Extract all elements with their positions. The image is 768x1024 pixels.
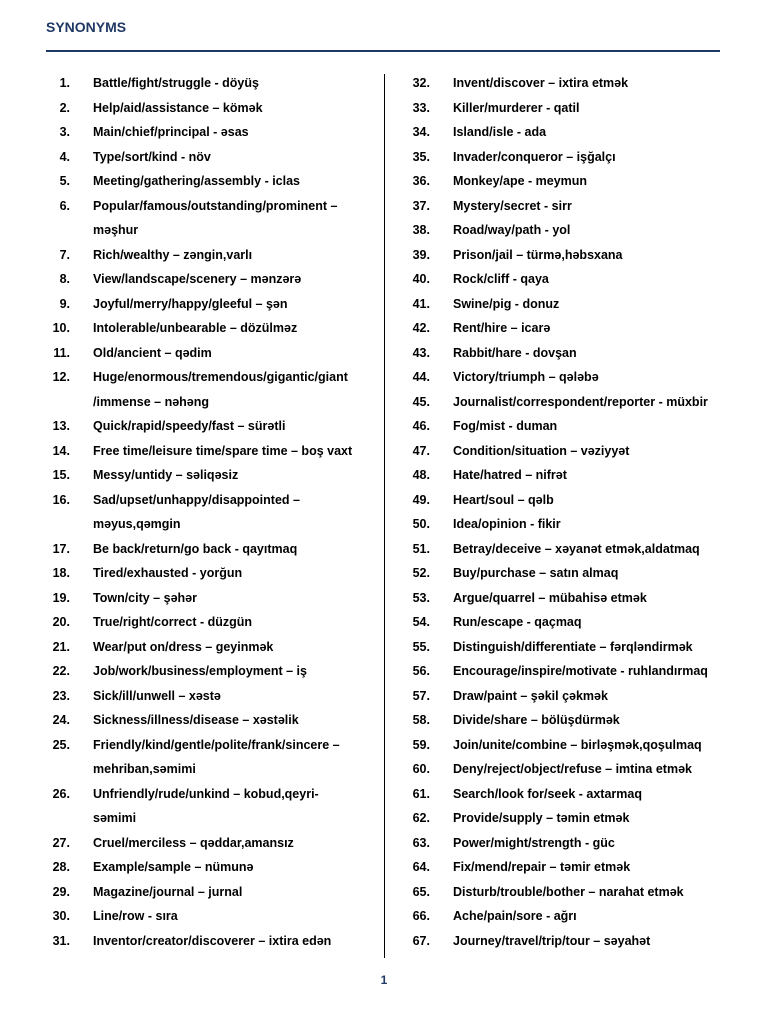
entry-number: 4. xyxy=(59,149,70,164)
entry-number: 53. xyxy=(412,590,430,605)
entry-text: Victory/triumph – qələbə xyxy=(453,370,599,384)
entry-text: Provide/supply – təmin etmək xyxy=(453,811,630,825)
entry-number: 52. xyxy=(412,566,430,580)
synonym-entry xyxy=(384,684,768,709)
entry-text: Island/isle - ada xyxy=(453,125,547,139)
entry-number: 16. xyxy=(52,492,70,507)
entry-number: 65. xyxy=(412,884,430,899)
entry-number: 66. xyxy=(412,909,430,923)
entry-number: 18. xyxy=(52,566,70,580)
entry-number: 1. xyxy=(59,76,70,90)
entry-number: 48. xyxy=(412,468,430,482)
entry-number: 29. xyxy=(52,884,70,899)
entry-text: Type/sort/kind - növ xyxy=(93,149,211,164)
entry-number: 27. xyxy=(52,835,70,850)
entry-number: 45. xyxy=(412,394,430,409)
entry-number: 3. xyxy=(59,125,70,139)
entry-number: 55. xyxy=(412,639,430,654)
entry-text: Rich/wealthy – zəngin,varlı xyxy=(93,247,253,262)
synonym-entry xyxy=(0,635,368,660)
entry-number: 62. xyxy=(412,811,430,825)
synonym-entry xyxy=(384,659,768,684)
entry-number: 34. xyxy=(412,125,430,139)
entry-number: 31. xyxy=(52,933,70,948)
synonym-entry xyxy=(0,537,368,562)
entry-text: Killer/murderer - qatil xyxy=(453,100,580,115)
synonym-entry xyxy=(384,120,768,145)
synonym-entry xyxy=(384,855,768,880)
synonym-entry xyxy=(0,733,368,782)
synonym-entry xyxy=(0,586,368,611)
entry-text: View/landscape/scenery – mənzərə xyxy=(93,272,302,286)
entry-number: 2. xyxy=(59,100,70,115)
entry-text: Join/unite/combine – birləşmək,qoşulmaq xyxy=(453,737,702,752)
synonym-entry xyxy=(384,831,768,856)
entry-text: Free time/leisure time/spare time – boş vaxt xyxy=(93,443,353,458)
synonym-list-left xyxy=(0,71,368,953)
entry-text: mehriban,səmimi xyxy=(93,762,196,776)
entry-number: 41. xyxy=(412,296,430,311)
synonym-entry xyxy=(0,145,368,170)
entry-number: 38. xyxy=(412,223,430,237)
entry-number: 12. xyxy=(52,370,70,384)
entry-text: Deny/reject/object/refuse – imtina etmək xyxy=(453,762,692,776)
synonym-entry xyxy=(384,610,768,635)
page-number: 1 xyxy=(380,973,388,987)
synonym-entry xyxy=(384,243,768,268)
entry-text: Huge/enormous/tremendous/gigantic/giant xyxy=(93,370,348,384)
synonym-entry xyxy=(384,96,768,121)
entry-number: 43. xyxy=(412,345,430,360)
entry-text: Town/city – şəhər xyxy=(93,590,197,605)
entry-text: Sick/ill/unwell – xəstə xyxy=(93,688,221,703)
entry-number: 15. xyxy=(52,468,70,482)
entry-text: Unfriendly/rude/unkind – kobud,qeyri- xyxy=(93,786,319,801)
entry-number: 24. xyxy=(52,713,70,727)
entry-text: Rabbit/hare - dovşan xyxy=(453,345,577,360)
entry-text: Quick/rapid/speedy/fast – sürətli xyxy=(93,419,286,433)
entry-number: 67. xyxy=(412,933,430,948)
synonym-entry xyxy=(384,439,768,464)
page-title: SYNONYMS xyxy=(46,19,127,35)
entry-text: Sad/upset/unhappy/disappointed – xyxy=(93,492,300,507)
entry-text: Heart/soul – qəlb xyxy=(453,492,554,507)
entry-number: 63. xyxy=(412,835,430,850)
synonym-entry xyxy=(0,610,368,635)
entry-text: Messy/untidy – səliqəsiz xyxy=(93,468,239,482)
synonym-entry xyxy=(384,267,768,292)
entry-text: Line/row - sıra xyxy=(93,909,178,923)
synonym-entry xyxy=(0,169,368,194)
entry-text: Mystery/secret - sirr xyxy=(453,198,572,213)
entry-number: 10. xyxy=(52,321,70,335)
synonym-entry xyxy=(0,855,368,880)
entry-text: Friendly/kind/gentle/polite/frank/sincere – xyxy=(93,737,340,752)
synonym-entry xyxy=(0,929,368,954)
synonym-entry xyxy=(0,782,368,831)
entry-number: 32. xyxy=(412,76,430,90)
entry-number: 6. xyxy=(59,198,70,213)
entry-number: 35. xyxy=(412,149,430,164)
entry-text: məyus,qəmgin xyxy=(93,517,181,531)
synonym-entry xyxy=(0,341,368,366)
entry-number: 42. xyxy=(412,321,430,335)
entry-text: Hate/hatred – nifrət xyxy=(453,468,567,482)
synonym-entry xyxy=(384,561,768,586)
synonym-entry xyxy=(384,145,768,170)
synonym-entry xyxy=(384,537,768,562)
entry-text: Example/sample – nümunə xyxy=(93,860,254,874)
entry-number: 49. xyxy=(412,492,430,507)
synonym-entry xyxy=(0,365,368,414)
entry-number: 9. xyxy=(59,296,70,311)
synonym-entry xyxy=(0,463,368,488)
entry-number: 56. xyxy=(412,664,430,678)
synonym-entry xyxy=(384,806,768,831)
synonym-entry xyxy=(0,904,368,929)
entry-text: Monkey/ape - meymun xyxy=(453,174,588,188)
synonym-entry xyxy=(384,218,768,243)
entry-number: 20. xyxy=(52,615,70,629)
entry-text: Draw/paint – şəkil çəkmək xyxy=(453,688,608,703)
entry-number: 37. xyxy=(412,198,430,213)
entry-text: Argue/quarrel – mübahisə etmək xyxy=(453,590,647,605)
entry-number: 50. xyxy=(412,517,430,531)
entry-text: Journalist/correspondent/reporter - müxbir xyxy=(453,394,708,409)
entry-text: Road/way/path - yol xyxy=(453,223,571,237)
entry-number: 40. xyxy=(412,272,430,286)
synonym-entry xyxy=(384,512,768,537)
entry-text: Battle/fight/struggle - döyüş xyxy=(93,76,259,90)
entry-text: True/right/correct - düzgün xyxy=(93,615,253,629)
synonym-entry xyxy=(384,316,768,341)
synonym-entry xyxy=(0,708,368,733)
synonym-entry xyxy=(0,561,368,586)
synonym-entry xyxy=(0,267,368,292)
entry-text: Distinguish/differentiate – fərqləndirmək xyxy=(453,639,693,654)
synonym-entry xyxy=(384,71,768,96)
synonym-entry xyxy=(0,71,368,96)
synonym-entry xyxy=(384,341,768,366)
entry-number: 25. xyxy=(52,737,70,752)
entry-text: Wear/put on/dress – geyinmək xyxy=(93,639,274,654)
entry-number: 61. xyxy=(412,786,430,801)
synonym-entry xyxy=(384,390,768,415)
entry-text: Inventor/creator/discoverer – ixtira edən xyxy=(93,933,332,948)
synonym-entry xyxy=(384,194,768,219)
entry-text: Journey/travel/trip/tour – səyahət xyxy=(453,933,651,948)
entry-text: məşhur xyxy=(93,223,139,237)
entry-text: Ache/pain/sore - ağrı xyxy=(453,909,577,923)
entry-text: /immense – nəhəng xyxy=(93,394,210,409)
entry-number: 21. xyxy=(52,639,70,654)
entry-text: Help/aid/assistance – kömək xyxy=(93,100,263,115)
synonym-entry xyxy=(384,488,768,513)
synonym-entry xyxy=(0,120,368,145)
entry-number: 39. xyxy=(412,247,430,262)
entry-number: 47. xyxy=(412,443,430,458)
entry-number: 13. xyxy=(52,419,70,433)
entry-text: Prison/jail – türmə,həbsxana xyxy=(453,247,623,262)
entry-text: Fix/mend/repair – təmir etmək xyxy=(453,860,631,874)
synonym-entry xyxy=(384,708,768,733)
synonym-entry xyxy=(0,488,368,537)
entry-text: Divide/share – bölüşdürmək xyxy=(453,713,620,727)
entry-text: Joyful/merry/happy/gleeful – şən xyxy=(93,296,288,311)
entry-number: 11. xyxy=(53,345,70,360)
synonym-entry xyxy=(0,880,368,905)
entry-text: Tired/exhausted - yorğun xyxy=(93,566,243,580)
entry-text: Old/ancient – qədim xyxy=(93,345,212,360)
entry-number: 30. xyxy=(52,909,70,923)
synonym-list-right xyxy=(384,71,768,953)
entry-text: Sickness/illness/disease – xəstəlik xyxy=(93,713,299,727)
entry-number: 59. xyxy=(412,737,430,752)
entry-number: 60. xyxy=(412,762,430,776)
entry-number: 23. xyxy=(52,688,70,703)
synonym-entry xyxy=(384,929,768,954)
entry-number: 8. xyxy=(59,272,70,286)
entry-number: 33. xyxy=(412,100,430,115)
synonym-entry xyxy=(384,463,768,488)
entry-number: 51. xyxy=(412,541,430,556)
synonym-entry xyxy=(0,292,368,317)
entry-text: Encourage/inspire/motivate - ruhlandırmaq xyxy=(453,664,708,678)
synonym-entry xyxy=(384,414,768,439)
entry-number: 19. xyxy=(52,590,70,605)
synonym-entry xyxy=(384,757,768,782)
entry-number: 26. xyxy=(52,786,70,801)
synonym-entry xyxy=(0,316,368,341)
entry-text: Intolerable/unbearable – dözülməz xyxy=(93,321,298,335)
entry-text: Disturb/trouble/bother – narahat etmək xyxy=(453,884,684,899)
synonym-entry xyxy=(0,439,368,464)
entry-text: Invent/discover – ixtira etmək xyxy=(453,76,629,90)
entry-text: Search/look for/seek - axtarmaq xyxy=(453,786,642,801)
synonym-entry xyxy=(384,880,768,905)
synonym-entry xyxy=(384,292,768,317)
entry-number: 14. xyxy=(52,443,70,458)
synonym-entry xyxy=(384,904,768,929)
synonym-entry xyxy=(384,635,768,660)
entry-text: Condition/situation – vəziyyət xyxy=(453,443,630,458)
entry-number: 44. xyxy=(412,370,430,384)
entry-number: 54. xyxy=(412,615,430,629)
entry-text: Job/work/business/employment – iş xyxy=(93,664,307,678)
entry-text: Power/might/strength - güc xyxy=(453,835,615,850)
entry-text: Betray/deceive – xəyanət etmək,aldatmaq xyxy=(453,541,700,556)
entry-text: Idea/opinion - fikir xyxy=(453,517,561,531)
synonym-entry xyxy=(384,365,768,390)
entry-number: 64. xyxy=(412,860,430,874)
entry-text: Rock/cliff - qaya xyxy=(453,272,549,286)
entry-number: 36. xyxy=(412,174,430,188)
entry-number: 58. xyxy=(412,713,430,727)
entry-number: 17. xyxy=(52,541,70,556)
entry-text: Rent/hire – icarə xyxy=(453,321,551,335)
entry-text: Run/escape - qaçmaq xyxy=(453,615,582,629)
entry-text: səmimi xyxy=(93,811,137,825)
entry-text: Fog/mist - duman xyxy=(453,419,558,433)
synonym-entry xyxy=(0,96,368,121)
entry-number: 57. xyxy=(412,688,430,703)
synonym-entry xyxy=(384,782,768,807)
entry-text: Swine/pig - donuz xyxy=(453,296,560,311)
entry-text: Invader/conqueror – işğalçı xyxy=(453,149,616,164)
entry-number: 28. xyxy=(52,860,70,874)
title-underline xyxy=(46,50,720,52)
entry-text: Cruel/merciless – qəddar,amansız xyxy=(93,835,294,850)
entry-text: Magazine/journal – jurnal xyxy=(93,884,243,899)
synonym-entry xyxy=(0,414,368,439)
synonym-entry xyxy=(384,733,768,758)
entry-text: Popular/famous/outstanding/prominent – xyxy=(93,198,338,213)
entry-text: Buy/purchase – satın almaq xyxy=(453,566,619,580)
synonym-entry xyxy=(0,831,368,856)
synonym-entry xyxy=(384,586,768,611)
entry-number: 22. xyxy=(52,664,70,678)
synonym-entry xyxy=(0,243,368,268)
synonym-entry xyxy=(0,684,368,709)
entry-text: Meeting/gathering/assembly - iclas xyxy=(93,174,301,188)
entry-text: Be back/return/go back - qayıtmaq xyxy=(93,541,298,556)
entry-number: 46. xyxy=(412,419,430,433)
synonym-entry xyxy=(0,194,368,243)
entry-text: Main/chief/principal - əsas xyxy=(93,125,249,139)
synonym-entry xyxy=(384,169,768,194)
entry-number: 7. xyxy=(59,247,70,262)
synonym-entry xyxy=(0,659,368,684)
entry-number: 5. xyxy=(59,174,70,188)
